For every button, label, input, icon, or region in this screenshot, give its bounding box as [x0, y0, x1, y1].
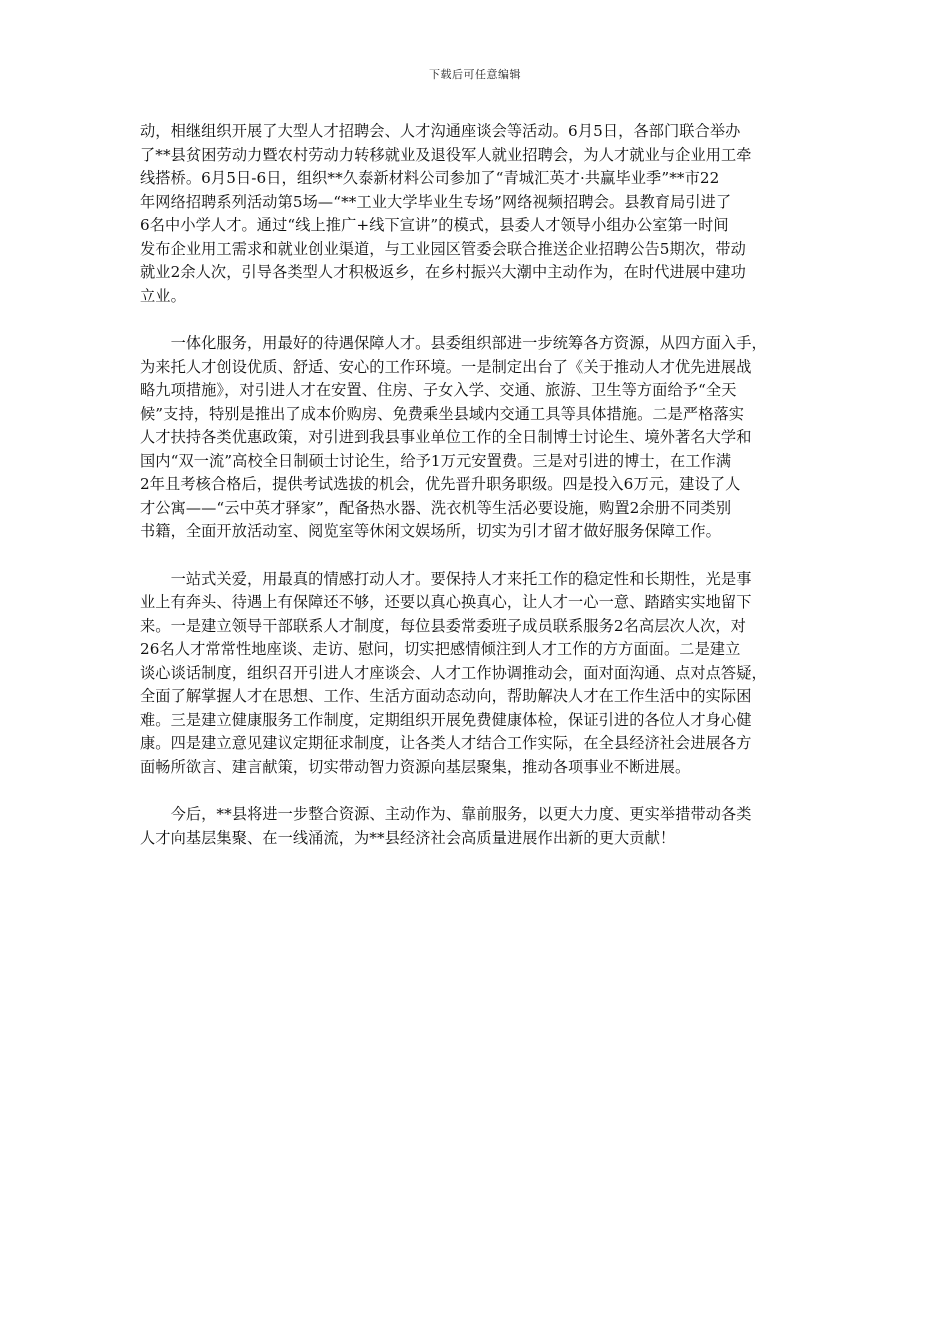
header-note: 下载后可任意编辑	[429, 68, 521, 81]
text-line: 难。三是建立健康服务工作制度，定期组织开展免费健康体检，保证引进的各位人才身心健	[140, 710, 752, 729]
text-line: 候”支持，特别是推出了成本价购房、免费乘坐县域内交通工具等具体措施。二是严格落实	[140, 404, 745, 423]
text-line: 就业2余人次，引导各类型人才积极返乡，在乡村振兴大潮中主动作为，在时代进展中建功	[140, 263, 746, 281]
paragraph-integrated-service	[140, 332, 816, 544]
text-line: 才公寓——“云中英才驿家”，配备热水器、洗衣机等生活必要设施，购置2余册不同类别	[140, 498, 732, 517]
text-line: 动，相继组织开展了大型人才招聘会、人才沟通座谈会等活动。6月5日，各部门联合举办	[140, 122, 741, 140]
text-line: 业上有奔头、待遇上有保障还不够，还要以真心换真心，让人才一心一意、踏踏实实地留下	[140, 593, 752, 611]
paragraph-one-stop-care	[140, 568, 816, 780]
paragraph-conclusion	[140, 803, 816, 850]
text-line: 面畅所欲言、建言献策，切实带动智力资源向基层聚集，推动各项事业不断进展。	[140, 757, 691, 776]
text-line: 一体化服务，用最好的待遇保障人才。县委组织部进一步统筹各方资源，从四方面入手，	[140, 334, 767, 352]
document-body	[140, 120, 816, 874]
text-line: 6名中小学人才。通过“线上推广+线下宣讲”的模式，县委人才领导小组办公室第一时间	[140, 216, 729, 234]
text-line: 康。四是建立意见建议定期征求制度，让各类人才结合工作实际，在全县经济社会进展各方	[140, 734, 752, 752]
paragraph-recruitment	[140, 120, 816, 308]
text-line: 全面了解掌握人才在思想、工作、生活方面动态动向，帮助解决人才在工作生活中的实际困	[140, 687, 752, 705]
text-line: 为来托人才创设优质、舒适、安心的工作环境。一是制定出台了《关于推动人才优先进展战	[140, 357, 752, 376]
text-line: 线搭桥。6月5日-6日，组织**久泰新材料公司参加了“青城汇英才·共赢毕业季”**市22	[140, 169, 720, 187]
text-line: 人才向基层集聚、在一线涌流，为**县经济社会高质量进展作出新的更大贡献！	[140, 828, 676, 847]
text-line: 略九项措施》，对引进人才在安置、住房、子女入学、交通、旅游、卫生等方面给予“全天	[140, 381, 737, 399]
text-line: 今后，**县将进一步整合资源、主动作为、靠前服务，以更大力度、更实举措带动各类	[140, 805, 752, 823]
text-line: 书籍，全面开放活动室、阅览室等休闲文娱场所，切实为引才留才做好服务保障工作。	[140, 522, 721, 540]
text-line: 发布企业用工需求和就业创业渠道，与工业园区管委会联合推送企业招聘公告5期次，带动	[140, 239, 746, 258]
text-line: 了**县贫困劳动力暨农村劳动力转移就业及退役军人就业招聘会，为人才就业与企业用工牵	[140, 145, 752, 164]
text-line: 来。一是建立领导干部联系人才制度，每位县委常委班子成员联系服务2名高层次人次，对	[140, 616, 746, 635]
text-line: 人才扶持各类优惠政策，对引进到我县事业单位工作的全日制博士讨论生、境外著名大学和	[140, 428, 752, 446]
text-line: 2年且考核合格后，提供考试选拔的机会，优先晋升职务职级。四是投入6万元，建设了人	[140, 475, 741, 493]
text-line: 谈心谈话制度，组织召开引进人才座谈会、人才工作协调推动会，面对面沟通、点对点答疑，	[140, 663, 767, 682]
text-line: 立业。	[140, 286, 186, 305]
text-line: 年网络招聘系列活动第5场—“**工业大学毕业生专场”网络视频招聘会。县教育局引进了	[140, 192, 732, 211]
text-line: 26名人才常常性地座谈、走访、慰问，切实把感情倾注到人才工作的方方面面。二是建立	[140, 640, 741, 658]
text-line: 一站式关爱，用最真的情感打动人才。要保持人才来托工作的稳定性和长期性，光是事	[140, 569, 752, 588]
text-line: 国内“双一流”高校全日制硕士讨论生，给予1万元安置费。三是对引进的博士，在工作满	[140, 451, 732, 470]
